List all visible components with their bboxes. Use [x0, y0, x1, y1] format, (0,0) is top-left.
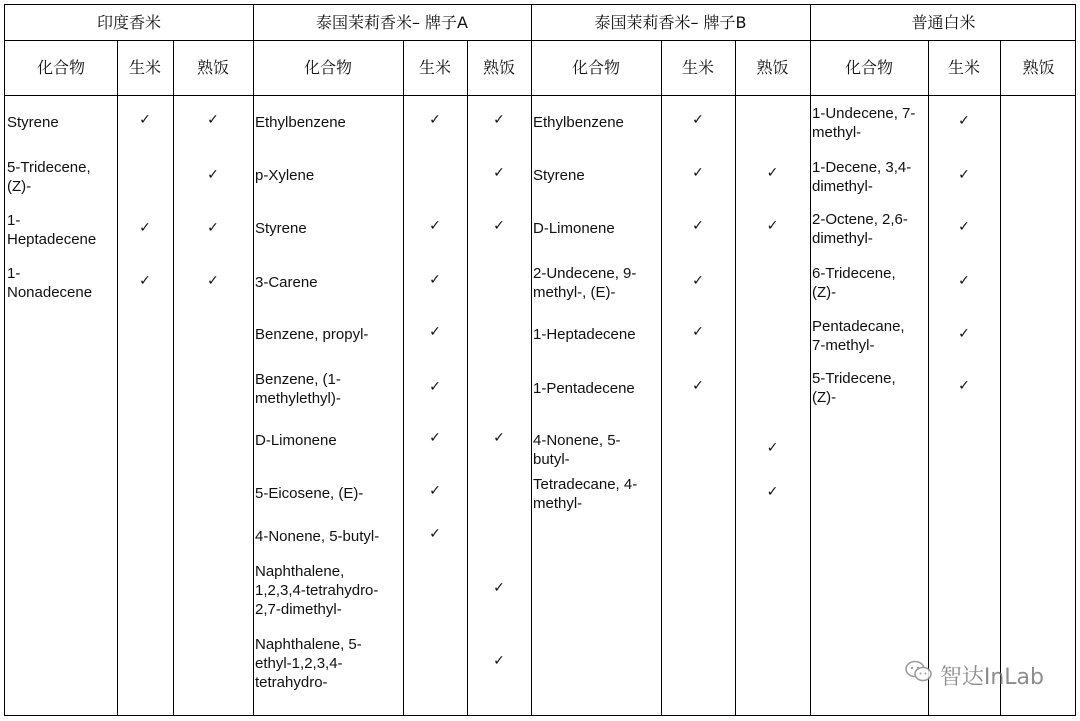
- cooked-check-mark: ✓: [207, 272, 219, 289]
- compound-name: [255, 562, 378, 619]
- compound-name: [255, 431, 337, 450]
- raw-check-mark: ✓: [429, 272, 441, 288]
- column-header-raw: 生米: [681, 58, 714, 77]
- group-title: 泰国茉莉香米– 牌子B: [594, 13, 747, 32]
- raw-check-mark: ✓: [958, 112, 970, 129]
- watermark: [904, 659, 1044, 691]
- wechat-icon: [904, 659, 934, 691]
- compound-name: [533, 379, 635, 398]
- compound-name: [255, 370, 341, 408]
- cooked-check-mark: ✓: [766, 165, 779, 181]
- compound-name-line: 3-Carene: [255, 274, 318, 291]
- raw-check-mark: ✓: [429, 378, 441, 395]
- compound-name-line: 4-Nonene, 5-: [533, 432, 621, 449]
- cooked-check-mark: ✓: [766, 439, 779, 456]
- compound-name-line: methyl-, (E)-: [533, 284, 616, 301]
- compound-name: [533, 431, 621, 469]
- compound-table: [4, 4, 1076, 716]
- watermark-text: 智达InLab: [939, 664, 1044, 690]
- column-header-compound: 化合物: [571, 58, 620, 77]
- group-title: 泰国茉莉香米– 牌子A: [315, 13, 469, 32]
- column-header-rule: [5, 95, 1075, 96]
- compound-name: [255, 166, 314, 185]
- column-header-compound: 化合物: [36, 58, 85, 77]
- compound-name-line: 1,2,3,4-tetrahydro-: [255, 582, 379, 599]
- compound-name-line: 1-: [7, 265, 21, 282]
- compound-name: [255, 527, 379, 546]
- compound-name-line: butyl-: [533, 451, 570, 468]
- compound-name-line: Benzene, (1-: [255, 371, 341, 388]
- raw-check-mark: ✓: [692, 378, 704, 394]
- column-header-cooked: 熟饭: [482, 58, 515, 77]
- compound-name: [533, 219, 615, 238]
- compound-name-line: 2-Undecene, 9-: [533, 265, 637, 282]
- column-header-raw: 生米: [947, 58, 980, 77]
- compound-name-line: Pentadecane,: [812, 318, 905, 335]
- compound-name-line: dimethyl-: [812, 178, 873, 195]
- compound-name: [255, 219, 307, 238]
- compound-name-line: 5-Tridecene,: [7, 159, 91, 176]
- compound-name: [255, 484, 363, 503]
- column-header-raw: 生米: [418, 58, 451, 77]
- compound-name-line: Heptadecene: [7, 231, 97, 248]
- cooked-check-mark: ✓: [207, 166, 219, 183]
- compound-name: [255, 325, 368, 344]
- compound-name: [812, 104, 915, 142]
- compound-name: [255, 635, 362, 692]
- raw-check-mark: ✓: [139, 112, 151, 128]
- column-separator: [661, 40, 662, 715]
- compound-name-line: ethyl-1,2,3,4-: [255, 655, 343, 672]
- raw-check-mark: ✓: [429, 112, 441, 128]
- group-separator: [253, 5, 254, 715]
- column-header-compound: 化合物: [303, 58, 352, 77]
- compound-name: [533, 475, 637, 513]
- compound-name-line: Naphthalene,: [255, 563, 345, 580]
- compound-name-line: 5-Eicosene, (E)-: [255, 485, 364, 502]
- raw-check-mark: ✓: [692, 165, 704, 181]
- column-separator: [173, 40, 174, 715]
- compound-name: [7, 158, 91, 196]
- column-header-cooked: 熟饭: [1022, 58, 1055, 77]
- cooked-check-mark: ✓: [207, 112, 219, 128]
- compound-name: [533, 113, 624, 132]
- column-separator: [403, 40, 404, 715]
- group-separator: [810, 5, 811, 715]
- compound-name-line: methyl-: [533, 495, 583, 512]
- compound-name-line: (Z)-: [812, 284, 837, 301]
- compound-name-line: D-Limonene: [255, 432, 337, 449]
- raw-check-mark: ✓: [139, 272, 151, 289]
- compound-name-line: Naphthalene, 5-: [255, 636, 362, 653]
- compound-name-line: D-Limonene: [533, 220, 615, 237]
- raw-check-mark: ✓: [429, 324, 441, 340]
- column-separator: [467, 40, 468, 715]
- column-separator: [735, 40, 736, 715]
- compound-name: [255, 113, 346, 132]
- raw-check-mark: ✓: [429, 218, 441, 234]
- cooked-check-mark: ✓: [493, 218, 505, 234]
- column-header-compound: 化合物: [844, 58, 893, 77]
- compound-name-line: methyl-: [812, 124, 862, 141]
- group-title: 普通白米: [911, 13, 976, 32]
- cooked-check-mark: ✓: [493, 165, 505, 181]
- column-separator: [1000, 40, 1001, 715]
- raw-check-mark: ✓: [139, 219, 151, 236]
- compound-name: [7, 264, 92, 302]
- raw-check-mark: ✓: [429, 526, 441, 542]
- raw-check-mark: ✓: [958, 272, 970, 289]
- group-title: 印度香米: [96, 13, 161, 32]
- compound-name-line: p-Xylene: [255, 167, 315, 184]
- compound-name-line: Ethylbenzene: [255, 114, 346, 131]
- compound-name: [255, 273, 318, 292]
- group-separator: [531, 5, 532, 715]
- compound-name-line: dimethyl-: [812, 230, 873, 247]
- compound-name-line: (Z)-: [812, 389, 837, 406]
- compound-name-line: 7-methyl-: [812, 337, 875, 354]
- raw-check-mark: ✓: [958, 325, 970, 342]
- compound-name: [533, 325, 636, 344]
- compound-name-line: 2,7-dimethyl-: [255, 601, 342, 618]
- raw-check-mark: ✓: [958, 218, 970, 235]
- raw-check-mark: ✓: [692, 324, 704, 340]
- cooked-check-mark: ✓: [766, 483, 779, 500]
- compound-name: [533, 166, 585, 185]
- raw-check-mark: ✓: [692, 112, 704, 128]
- compound-name: [7, 113, 59, 132]
- cooked-check-mark: ✓: [766, 218, 779, 234]
- raw-check-mark: ✓: [958, 377, 970, 394]
- compound-name-line: Nonadecene: [7, 284, 93, 301]
- compound-name: [533, 264, 636, 302]
- compound-name-line: 1-: [7, 212, 21, 229]
- raw-check-mark: ✓: [429, 430, 441, 446]
- cooked-check-mark: ✓: [493, 430, 505, 446]
- compound-name-line: Tetradecane, 4-: [533, 476, 638, 493]
- column-separator: [928, 40, 929, 715]
- compound-name: [812, 369, 896, 407]
- compound-name-line: (Z)-: [7, 178, 32, 195]
- compound-name-line: Ethylbenzene: [533, 114, 624, 131]
- compound-name-line: 1-Undecene, 7-: [812, 105, 916, 122]
- compound-name: [812, 158, 911, 196]
- column-header-raw: 生米: [128, 58, 161, 77]
- column-separator: [117, 40, 118, 715]
- compound-name: [812, 264, 896, 302]
- compound-name: [7, 211, 96, 249]
- compound-name: [812, 210, 908, 248]
- compound-name-line: Styrene: [255, 220, 307, 237]
- cooked-check-mark: ✓: [493, 580, 505, 596]
- cooked-check-mark: ✓: [207, 219, 219, 236]
- compound-name-line: 2-Octene, 2,6-: [812, 211, 908, 228]
- compound-name-line: 1-Heptadecene: [533, 326, 636, 343]
- cooked-check-mark: ✓: [493, 112, 505, 128]
- compound-name-line: 1-Decene, 3,4-: [812, 159, 912, 176]
- column-header-cooked: 熟饭: [196, 58, 229, 77]
- compound-name-line: methylethyl)-: [255, 390, 341, 407]
- column-header-cooked: 熟饭: [756, 58, 789, 77]
- compound-name-line: Styrene: [7, 114, 59, 131]
- raw-check-mark: ✓: [692, 218, 704, 234]
- raw-check-mark: ✓: [958, 166, 970, 183]
- compound-name-line: 6-Tridecene,: [812, 265, 896, 282]
- cooked-check-mark: ✓: [493, 653, 505, 669]
- compound-name-line: Styrene: [533, 167, 585, 184]
- compound-name-line: 4-Nonene, 5-butyl-: [255, 528, 380, 545]
- raw-check-mark: ✓: [692, 272, 704, 289]
- raw-check-mark: ✓: [429, 483, 441, 499]
- compound-name-line: tetrahydro-: [255, 674, 328, 691]
- compound-name-line: 1-Pentadecene: [533, 380, 635, 397]
- compound-name-line: 5-Tridecene,: [812, 370, 896, 387]
- compound-name-line: Benzene, propyl-: [255, 326, 369, 343]
- compound-name: [812, 317, 905, 355]
